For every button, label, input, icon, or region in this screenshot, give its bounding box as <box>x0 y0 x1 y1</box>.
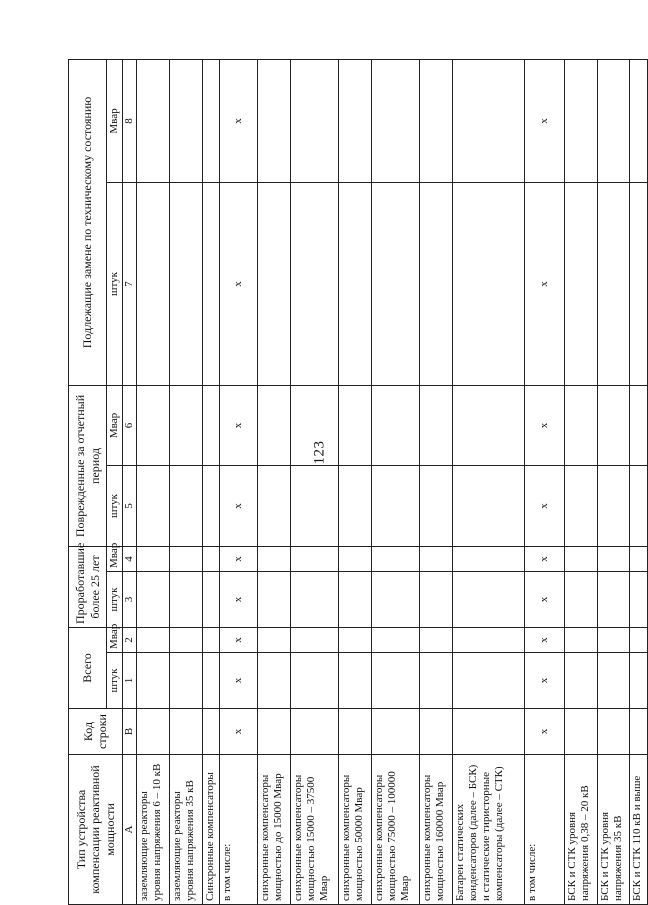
row-label: БСК и СТК уровня напряжения 0,38 – 20 кВ <box>564 755 597 905</box>
data-cell <box>597 547 630 572</box>
row-label: заземляющие реакторы уровня напряжения 6 – 10 кВ <box>136 755 169 905</box>
column-index: 6 <box>122 386 136 466</box>
table-row <box>136 60 169 905</box>
column-index: 2 <box>122 628 136 653</box>
data-cell <box>453 183 525 386</box>
data-cell <box>420 60 453 183</box>
data-cell <box>420 653 453 709</box>
data-cell <box>339 60 372 183</box>
data-cell <box>202 386 220 466</box>
data-cell: х <box>220 628 258 653</box>
data-cell <box>564 466 597 547</box>
data-cell <box>258 183 291 386</box>
data-cell <box>291 466 339 547</box>
data-cell: х <box>220 572 258 628</box>
row-code <box>564 709 597 755</box>
data-cell <box>339 628 372 653</box>
data-cell <box>136 572 169 628</box>
data-cell <box>630 466 648 547</box>
data-cell <box>136 653 169 709</box>
subheader-units: штук <box>107 183 123 386</box>
row-label: в том числе: <box>525 755 564 905</box>
data-cell <box>339 466 372 547</box>
data-cell <box>291 547 339 572</box>
data-cell <box>597 628 630 653</box>
data-cell <box>372 60 420 183</box>
column-index: 5 <box>122 466 136 547</box>
table-row <box>258 60 291 905</box>
data-cell <box>258 386 291 466</box>
header-group-replace: Подлежащие замене по техническому состоянию <box>69 60 107 386</box>
subheader-units: штук <box>107 653 123 709</box>
data-cell <box>339 572 372 628</box>
data-cell <box>453 386 525 466</box>
data-cell <box>136 183 169 386</box>
data-cell <box>291 386 339 466</box>
data-cell <box>420 466 453 547</box>
data-cell <box>339 653 372 709</box>
data-cell <box>202 547 220 572</box>
data-cell <box>258 653 291 709</box>
row-code: х <box>525 709 564 755</box>
data-cell <box>597 183 630 386</box>
row-label: синхронные компенсаторы мощностью 50000 Мвар <box>339 755 372 905</box>
column-index: 8 <box>122 60 136 183</box>
data-cell <box>630 60 648 183</box>
data-cell <box>564 386 597 466</box>
subheader-units: штук <box>107 466 123 547</box>
data-cell <box>258 466 291 547</box>
data-cell <box>169 386 202 466</box>
data-cell <box>564 628 597 653</box>
data-cell: х <box>525 547 564 572</box>
row-label: заземляющие реакторы уровня напряжения 35 кВ <box>169 755 202 905</box>
data-cell <box>420 547 453 572</box>
data-cell <box>136 466 169 547</box>
data-cell <box>169 653 202 709</box>
data-cell: х <box>525 653 564 709</box>
row-code <box>291 709 339 755</box>
data-cell <box>420 386 453 466</box>
row-code: х <box>220 709 258 755</box>
data-cell <box>291 653 339 709</box>
header-group-over-25: Проработавшие более 25 лет <box>69 547 107 628</box>
data-cell: х <box>220 183 258 386</box>
data-cell <box>372 653 420 709</box>
data-cell <box>136 386 169 466</box>
table-row <box>169 60 202 905</box>
column-index: 1 <box>122 653 136 709</box>
data-cell <box>258 572 291 628</box>
data-cell: х <box>525 628 564 653</box>
data-cell <box>453 572 525 628</box>
data-cell <box>372 183 420 386</box>
subheader-mvar: Мвар <box>107 386 123 466</box>
header-group-damaged: Поврежденные за отчетный период <box>69 386 107 547</box>
row-label: БСК и СТК 110 кВ и выше <box>630 755 648 905</box>
data-cell <box>169 466 202 547</box>
data-cell: х <box>220 547 258 572</box>
data-cell <box>258 547 291 572</box>
data-cell <box>564 60 597 183</box>
table-row <box>372 60 420 905</box>
table-row <box>291 60 339 905</box>
data-cell <box>291 628 339 653</box>
data-cell <box>564 653 597 709</box>
row-code <box>630 709 648 755</box>
data-cell <box>258 628 291 653</box>
row-code <box>136 709 169 755</box>
data-cell: х <box>220 653 258 709</box>
data-cell: х <box>525 386 564 466</box>
data-cell <box>564 547 597 572</box>
data-cell <box>630 547 648 572</box>
data-cell <box>453 628 525 653</box>
data-cell: х <box>220 60 258 183</box>
column-index: В <box>122 709 136 755</box>
row-label: синхронные компенсаторы мощностью 160000 Мвар <box>420 755 453 905</box>
row-code <box>453 709 525 755</box>
table-row <box>630 60 648 905</box>
data-cell <box>597 572 630 628</box>
data-cell <box>169 547 202 572</box>
data-cell: х <box>220 386 258 466</box>
data-cell <box>372 572 420 628</box>
subheader-mvar: Мвар <box>107 60 123 183</box>
subheader-units: штук <box>107 572 123 628</box>
data-cell <box>597 653 630 709</box>
data-cell <box>291 60 339 183</box>
row-code <box>339 709 372 755</box>
header-group-total: Всего <box>69 628 107 709</box>
data-cell <box>453 547 525 572</box>
table-row <box>202 60 220 905</box>
data-cell <box>630 572 648 628</box>
page-number: 123 <box>311 440 328 465</box>
data-cell <box>169 572 202 628</box>
table-row <box>420 60 453 905</box>
row-code <box>597 709 630 755</box>
table-row <box>220 60 258 905</box>
data-cell <box>453 466 525 547</box>
row-code <box>372 709 420 755</box>
data-cell <box>420 628 453 653</box>
data-cell <box>597 60 630 183</box>
subheader-mvar: Мвар <box>107 547 123 572</box>
table-body <box>136 60 647 905</box>
row-code <box>420 709 453 755</box>
rotated-table-container <box>68 60 648 905</box>
row-label: в том числе: <box>220 755 258 905</box>
column-index: 3 <box>122 572 136 628</box>
header-row-code: Код строки <box>69 709 123 755</box>
data-cell <box>630 386 648 466</box>
row-label: Синхронные компенсаторы <box>202 755 220 905</box>
column-index: А <box>122 755 136 905</box>
data-cell <box>564 183 597 386</box>
data-cell <box>597 386 630 466</box>
table-row <box>564 60 597 905</box>
data-cell <box>136 547 169 572</box>
data-cell <box>202 183 220 386</box>
subheader-mvar: Мвар <box>107 628 123 653</box>
data-cell <box>169 60 202 183</box>
header-device-type: Тип устройства компенсации реактивной мощности <box>69 755 123 905</box>
data-cell <box>169 183 202 386</box>
data-cell <box>420 183 453 386</box>
data-cell <box>291 572 339 628</box>
data-cell <box>258 60 291 183</box>
table-row <box>453 60 525 905</box>
row-code <box>202 709 220 755</box>
row-label: синхронные компенсаторы мощностью 15000 – 37500 Мвар <box>291 755 339 905</box>
column-index: 4 <box>122 547 136 572</box>
data-cell <box>372 466 420 547</box>
row-code <box>169 709 202 755</box>
data-cell <box>453 60 525 183</box>
column-index: 7 <box>122 183 136 386</box>
data-cell: х <box>220 466 258 547</box>
data-cell <box>372 547 420 572</box>
data-cell <box>453 653 525 709</box>
data-cell: х <box>525 183 564 386</box>
data-cell <box>202 628 220 653</box>
row-label: синхронные компенсаторы мощностью до 15000 Мвар <box>258 755 291 905</box>
data-cell <box>202 572 220 628</box>
data-cell <box>136 628 169 653</box>
data-cell <box>136 60 169 183</box>
data-cell <box>630 653 648 709</box>
row-code <box>258 709 291 755</box>
row-label: синхронные компенсаторы мощностью 75000 – 100000 Мвар <box>372 755 420 905</box>
table-row <box>525 60 564 905</box>
row-label: Батареи статических конденсаторов (далее – БСК) и статические тиристорные компенсаторы (далее – СТК) <box>453 755 525 905</box>
data-cell <box>202 466 220 547</box>
data-cell <box>372 386 420 466</box>
data-cell <box>202 653 220 709</box>
data-cell <box>597 466 630 547</box>
data-cell <box>630 628 648 653</box>
data-cell <box>291 183 339 386</box>
reactive-compensation-table <box>68 59 648 905</box>
data-cell <box>420 572 453 628</box>
data-cell <box>339 547 372 572</box>
data-cell <box>339 183 372 386</box>
data-cell <box>169 628 202 653</box>
data-cell: х <box>525 466 564 547</box>
data-cell <box>564 572 597 628</box>
row-label: БСК и СТК уровня напряжения 35 кВ <box>597 755 630 905</box>
table-row <box>597 60 630 905</box>
data-cell <box>630 183 648 386</box>
data-cell <box>372 628 420 653</box>
data-cell: х <box>525 60 564 183</box>
data-cell <box>339 386 372 466</box>
data-cell <box>202 60 220 183</box>
data-cell: х <box>525 572 564 628</box>
table-row <box>339 60 372 905</box>
